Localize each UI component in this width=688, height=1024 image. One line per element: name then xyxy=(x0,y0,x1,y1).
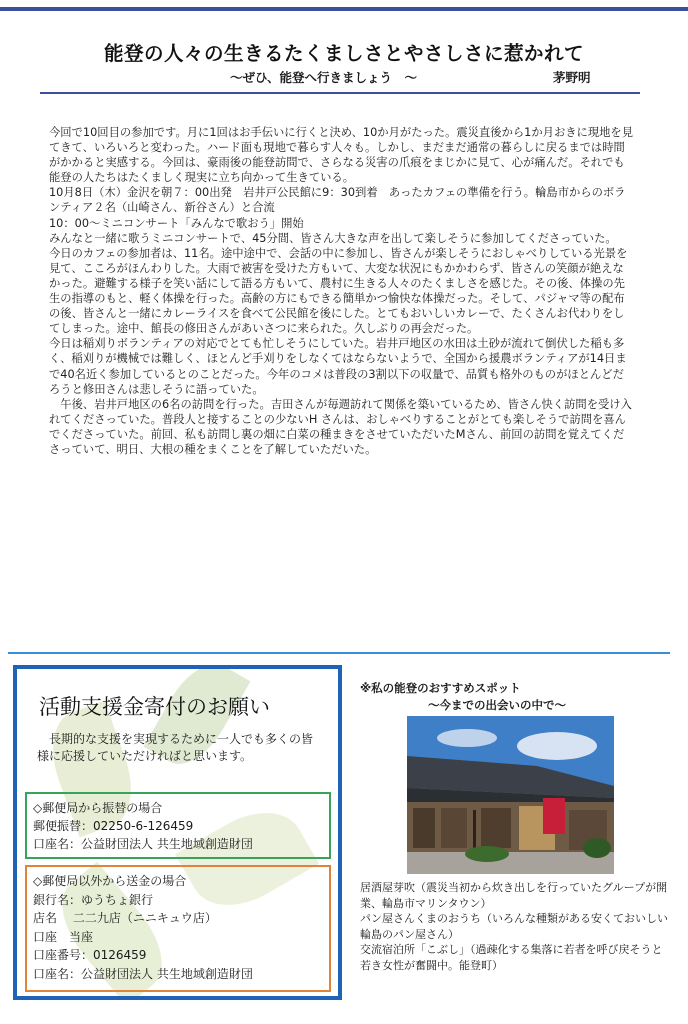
spot-title: ※私の能登のおすすめスポット xyxy=(360,681,521,695)
bank-transfer-box xyxy=(25,865,331,992)
shop-photo-illustration xyxy=(407,716,614,874)
page-title: 能登の人々の生きるたくましさとやさしさに惹かれて xyxy=(103,42,584,65)
article-paragraph: 10：00～ミニコンサート「みんなで歌おう」開始 xyxy=(49,216,304,230)
shop-photo xyxy=(407,716,614,874)
postal-transfer-heading: ◇郵便局から振替の場合 xyxy=(33,801,163,815)
postal-account-number: 郵便振替：02250-6-126459 xyxy=(33,819,194,833)
bank-account-name: 口座名：公益財団法人 共生地域創造財団 xyxy=(33,966,253,981)
article-paragraph: 今回で10回目の参加です。月に1回はお手伝いに行くと決め、10か月がたった。震災直後から1か月おきに現地を見てきて、いろいろと変わった。ハード面も現地で暮らす人々も。しかし、まだまだ通常の暮らしに戻るまでは時間がかかると実感する。今回は、豪雨後の能登訪問で、さらなる災害の爪痕をまじかに見て、心が痛んだ。それでも能登の人たちはたくましく現実に立ち向かって生きている。 xyxy=(49,126,634,185)
spot-item: 交流宿泊所「こぶし」（過疎化する集落に若者を呼び戻そうと若き女性が奮闘中。能登町） xyxy=(360,943,663,972)
donation-title: 活動支援金寄付のお願い xyxy=(39,695,270,719)
bank-branch: 店名 二二九店（ニニキュウ店） xyxy=(33,911,217,926)
article-paragraph: みんなと一緒に歌うミニコンサートで、45分間、皆さん大きな声を出して楽しそうに参加してくださっていた。 xyxy=(49,231,617,245)
title-divider xyxy=(40,92,640,94)
bank-account-number: 口座番号：0126459 xyxy=(33,948,147,963)
article-paragraph: 10月8日（木）金沢を朝７：00出発 岩井戸公民館に9：30到着 あったカフェの準備を行う。輪島市からのボランティア２名（山崎さん、新谷さん）と合流 xyxy=(49,186,626,215)
article-paragraph: 午後、岩井戸地区の6名の訪問を行った。吉田さんが毎週訪れて関係を築いているため、皆さん快く訪問を受け入れてくださっていた。普段人と接することの少ないH さんは、おしゃべりすることがとても楽しそうで訪問を喜んでくださっていた。前回、私も訪問し裏の畑に白菜の種まきをさせていただいたMさん、前回の訪問を覚えてくださっていて、明日、大根の種をまくことを了解していただいた。 xyxy=(49,397,632,456)
article-paragraph: 今日のカフェの参加者は、11名。途中途中で、会話の中に参加し、皆さんが楽しそうにおしゃべりしている光景を見て、こころがほんわりした。大雨で被害を受けた方もいて、大変な状況にもかかわらず、皆さんの笑顔が絶えなかった。避難する様子を笑い話にして語る方もいて、農村に生きる人々のたくましさを感じた。その後、体操の先生の指導のもと、軽く体操を行った。高齢の方にもできる簡単かつ愉快な体操だった。そして、パジャマ等の配布の後、皆さんと一緒にカレーライスを食べて公民館を後にした。とてもおいしいカレーで、たくさんお代わりをしてしまった。途中、館長の修田さんがあいさつに来られた。久しぶりの再会だった。 xyxy=(49,246,628,336)
article-body xyxy=(49,125,635,457)
donation-box xyxy=(13,665,342,1000)
donation-intro: 長期的な支援を実現するために一人でも多くの皆様に応援していただければと思います。 xyxy=(37,732,314,763)
page-subtitle: ～ぜひ、能登へ行きましょう ～ xyxy=(230,70,418,85)
spot-subtitle: ～今までの出会いの中で～ xyxy=(428,698,566,712)
top-accent-bar xyxy=(0,7,688,11)
bank-transfer-heading: ◇郵便局以外から送金の場合 xyxy=(33,874,187,888)
bank-name: 銀行名：ゆうちょ銀行 xyxy=(33,892,154,907)
section-divider xyxy=(8,652,670,654)
spot-item: パン屋さんくまのおうち（いろんな種類がある安くておいしい輪島のパン屋さん） xyxy=(360,912,668,941)
spot-description xyxy=(360,880,672,974)
postal-account-name: 口座名：公益財団法人 共生地域創造財団 xyxy=(33,837,253,851)
spot-item: 居酒屋芽吹（震災当初から炊き出しを行っていたグループが開業、輪島市マリンタウン） xyxy=(360,881,668,910)
author-name: 茅野明 xyxy=(553,70,591,85)
article-paragraph: 今日は稲刈りボランティアの対応でとても忙しそうにしていた。岩井戸地区の水田は土砂が流れて倒伏した稲も多く、稲刈りが機械では難しく、ほとんど手刈りをしなくてはならないようで、全国から援農ボランティアが14日まで40名近く参加しているとのことだった。今年のコメは普段の3割以下の収量で、品質も格外のものがほとんどだろうと修田さんは悲しそうに語っていた。 xyxy=(49,337,627,396)
postal-transfer-box xyxy=(25,792,331,859)
bank-account-type: 口座 当座 xyxy=(33,929,94,944)
